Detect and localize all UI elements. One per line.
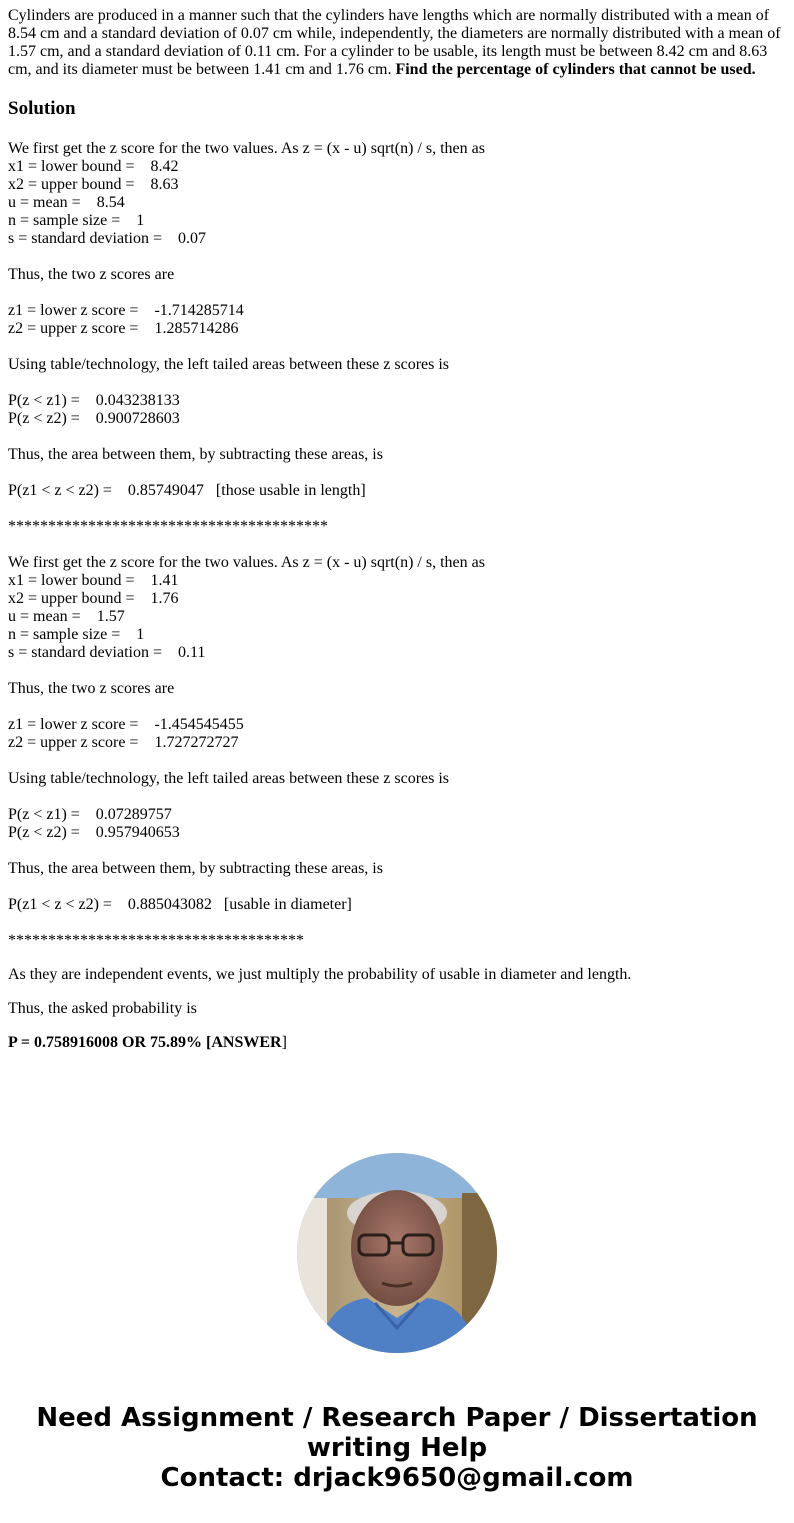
part1-p2: P(z < z2) = 0.900728603 xyxy=(8,410,180,427)
part2-x1: x1 = lower bound = 1.41 xyxy=(8,572,179,589)
separator-2: ************************************* xyxy=(8,932,304,949)
part2-using: Using table/technology, the left tailed areas between these z scores is xyxy=(8,770,450,787)
part1-thus-area: Thus, the area between them, by subtracting these areas, is xyxy=(8,446,383,463)
part2-z1: z1 = lower z score = -1.454545455 xyxy=(8,716,244,733)
part1-x2: x2 = upper bound = 8.63 xyxy=(8,176,179,193)
part1-z1: z1 = lower z score = -1.714285714 xyxy=(8,302,244,319)
part1-length xyxy=(8,140,786,554)
avatar-photo xyxy=(297,1153,497,1353)
part1-std-dev: s = standard deviation = 0.07 xyxy=(8,230,207,247)
final-answer-tail: ] xyxy=(281,1034,287,1051)
part1-mean: u = mean = 8.54 xyxy=(8,194,125,211)
conclusion-thus: Thus, the asked probability is xyxy=(8,1000,197,1017)
part2-p1: P(z < z1) = 0.07289757 xyxy=(8,806,172,823)
avatar xyxy=(297,1153,497,1353)
footer-contact xyxy=(0,1403,794,1493)
footer-line1: Need Assignment / Research Paper / Dissertation xyxy=(36,1403,758,1433)
part1-result: P(z1 < z < z2) = 0.85749047 [those usable in length] xyxy=(8,482,366,499)
part2-intro: We first get the z score for the two values. As z = (x - u) sqrt(n) / s, then as xyxy=(8,554,485,571)
part2-diameter xyxy=(8,554,786,950)
part2-z2: z2 = upper z score = 1.727272727 xyxy=(8,734,239,751)
conclusion-independent: As they are independent events, we just multiply the probability of usable in diameter and length. xyxy=(8,966,632,983)
question-paragraph xyxy=(8,7,786,79)
part1-intro: We first get the z score for the two values. As z = (x - u) sqrt(n) / s, then as xyxy=(8,140,485,157)
part2-mean: u = mean = 1.57 xyxy=(8,608,125,625)
separator-1: **************************************** xyxy=(8,518,328,535)
part2-p2: P(z < z2) = 0.957940653 xyxy=(8,824,180,841)
part2-x2: x2 = upper bound = 1.76 xyxy=(8,590,179,607)
question-text: Cylinders are produced in a manner such that the cylinders have lengths which are normally distributed with a mean of 8.54 cm and a standard deviation of 0.07 cm while, independently, the diameters are normally distributed with a mean of 1.57 cm, and a standard deviation of 0.11 cm. For a cylinder to be usable, its length must be between 8.42 cm and 8.63 cm, and its diameter must be between 1.41 cm and 1.76 cm. xyxy=(8,7,781,78)
part2-thus-z: Thus, the two z scores are xyxy=(8,680,175,697)
question-bold: Find the percentage of cylinders that cannot be used. xyxy=(395,61,756,78)
part1-thus-z: Thus, the two z scores are xyxy=(8,266,175,283)
part1-p1: P(z < z1) = 0.043238133 xyxy=(8,392,180,409)
part1-x1: x1 = lower bound = 8.42 xyxy=(8,158,179,175)
footer-line2: writing Help xyxy=(306,1433,488,1463)
part2-std-dev: s = standard deviation = 0.11 xyxy=(8,644,206,661)
part2-result: P(z1 < z < z2) = 0.885043082 [usable in diameter] xyxy=(8,896,352,913)
footer-contact-email: Contact: drjack9650@gmail.com xyxy=(160,1463,634,1493)
part2-thus-area: Thus, the area between them, by subtracting these areas, is xyxy=(8,860,383,877)
part2-sample-size: n = sample size = 1 xyxy=(8,626,145,643)
part1-z2: z2 = upper z score = 1.285714286 xyxy=(8,320,239,337)
final-answer xyxy=(8,1034,786,1052)
document-body xyxy=(8,7,786,1052)
part1-using: Using table/technology, the left tailed areas between these z scores is xyxy=(8,356,450,373)
part1-sample-size: n = sample size = 1 xyxy=(8,212,145,229)
solution-heading: Solution xyxy=(8,98,76,119)
final-answer-bold: P = 0.758916008 OR 75.89% [ANSWER xyxy=(8,1034,282,1051)
